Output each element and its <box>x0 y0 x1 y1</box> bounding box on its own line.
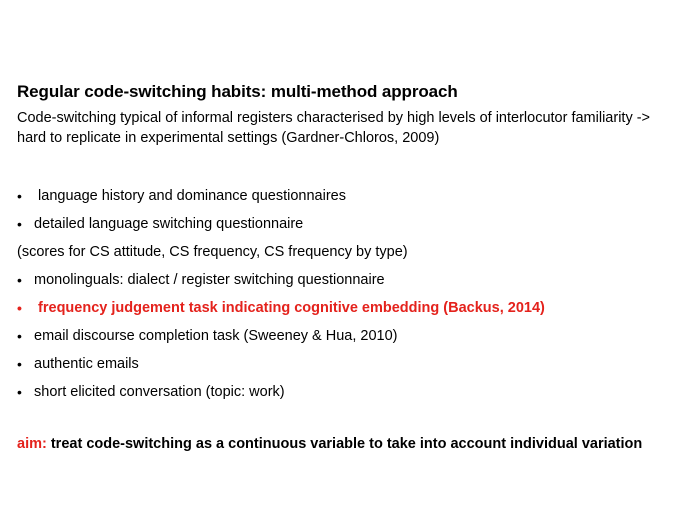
list-item <box>17 322 677 350</box>
list-item-text: short elicited conversation (topic: work) <box>34 384 285 400</box>
list-note <box>17 238 677 266</box>
bullet-icon: • <box>17 272 22 288</box>
bullet-icon: • <box>17 356 22 372</box>
list-item-text: detailed language switching questionnaire <box>34 216 304 232</box>
list-item <box>17 378 677 406</box>
bullet-icon: • <box>17 384 22 400</box>
list-item <box>17 266 677 294</box>
list-item-text: frequency judgement task indicating cognitive embedding (Backus, 2014) <box>34 300 545 316</box>
bullet-icon: • <box>17 216 22 232</box>
bullet-icon: • <box>17 328 22 344</box>
list-item-text: language history and dominance questionnaires <box>34 188 346 204</box>
list-item <box>17 210 677 238</box>
aim-text: treat code-switching as a continuous variable to take into account individual variation <box>46 436 643 452</box>
list-item-text: authentic emails <box>34 356 139 372</box>
list-item-text: monolinguals: dialect / register switching questionnaire <box>34 272 385 288</box>
bullet-icon: • <box>17 188 22 204</box>
list-item-text: email discourse completion task (Sweeney & Hua, 2010) <box>34 328 398 344</box>
intro-paragraph: Code-switching typical of informal registers characterised by high levels of interlocutor familiarity -> hard to replicate in experimental settings (Gardner-Chloros, 2009) <box>17 110 651 146</box>
list-item <box>17 182 677 210</box>
aim-label: aim: <box>17 436 47 452</box>
list-item-highlighted <box>17 294 677 322</box>
bullet-icon: • <box>17 300 22 316</box>
slide-title: Regular code-switching habits: multi-method approach <box>17 82 458 101</box>
aim-statement <box>17 436 642 452</box>
list-note-text: (scores for CS attitude, CS frequency, CS frequency by type) <box>17 244 408 260</box>
method-list <box>17 182 677 406</box>
list-item <box>17 350 677 378</box>
